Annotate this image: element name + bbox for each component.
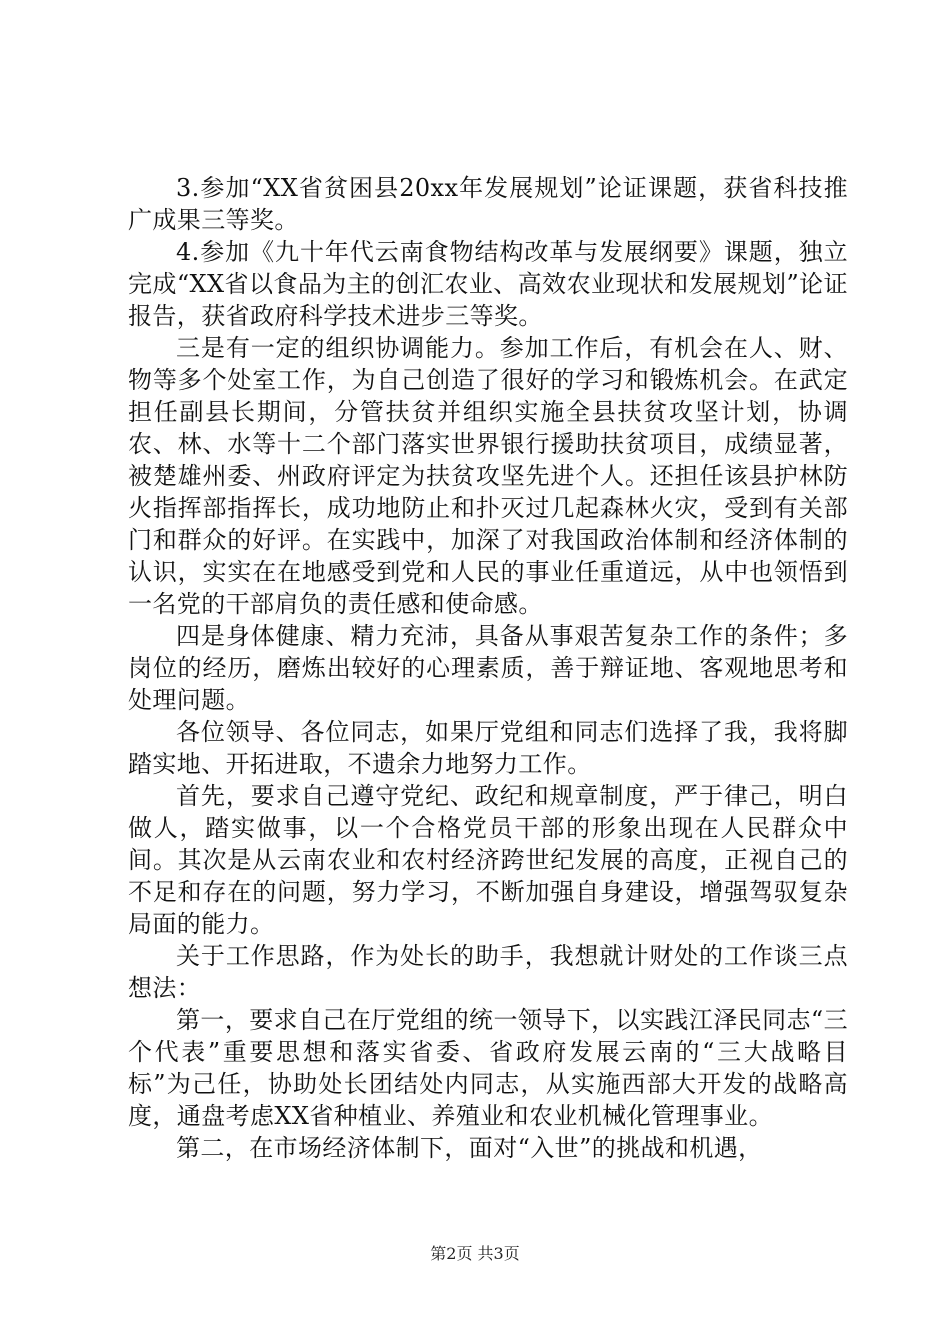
page-footer: 第2页 共3页 bbox=[430, 1244, 520, 1263]
paragraph-item-3: 3.参加“XX省贫困县20xx年发展规划”论证课题，获省科技推广成果三等奖。 bbox=[128, 174, 848, 234]
paragraph-organization-ability: 三是有一定的组织协调能力。参加工作后，有机会在人、财、物等多个处室工作，为自己创造了很好的学习和锻炼机会。在武定担任副县长期间，分管扶贫并组织实施全县扶贫攻坚计划，协调农、林、水等十二个部门落实世界银行援助扶贫项目，成绩显著，被楚雄州委、州政府评定为扶贫攻坚先进个人。还担任该县护林防火指挥部指挥长，成功地防止和扑灭过几起森林火灾，受到有关部门和群众的好评。在实践中，加深了对我国政治体制和经济体制的认识，实实在在地感受到党和人民的事业任重道远，从中也领悟到一名党的干部肩负的责任感和使命感。 bbox=[128, 334, 848, 618]
paragraph-address-leaders: 各位领导、各位同志，如果厅党组和同志们选择了我，我将脚踏实地、开拓进取，不遗余力地努力工作。 bbox=[128, 718, 848, 778]
paragraph-first-point: 第一，要求自己在厅党组的统一领导下，以实践江泽民同志“三个代表”重要思想和落实省委、省政府发展云南的“三大战略目标”为己任，协助处长团结处内同志，从实施西部大开发的战略高度，通盘考虑XX省种植业、养殖业和农业机械化管理事业。 bbox=[128, 1006, 848, 1130]
paragraph-item-4: 4.参加《九十年代云南食物结构改革与发展纲要》课题，独立完成“XX省以食品为主的创汇农业、高效农业现状和发展规划”论证报告，获省政府科学技术进步三等奖。 bbox=[128, 238, 848, 330]
paragraph-second-point: 第二，在市场经济体制下，面对“入世”的挑战和机遇， bbox=[176, 1134, 763, 1162]
paragraph-self-requirements: 首先，要求自己遵守党纪、政纪和规章制度，严于律己，明白做人，踏实做事，以一个合格党员干部的形象出现在人民群众中间。其次是从云南农业和农村经济跨世纪发展的高度，正视自己的不足和存在的问题，努力学习，不断加强自身建设，增强驾驭复杂局面的能力。 bbox=[128, 782, 848, 938]
paragraph-work-ideas: 关于工作思路，作为处长的助手，我想就计财处的工作谈三点想法： bbox=[128, 942, 848, 1002]
document-body bbox=[128, 172, 848, 1164]
paragraph-health: 四是身体健康、精力充沛，具备从事艰苦复杂工作的条件；多岗位的经历，磨炼出较好的心理素质，善于辩证地、客观地思考和处理问题。 bbox=[128, 622, 848, 714]
